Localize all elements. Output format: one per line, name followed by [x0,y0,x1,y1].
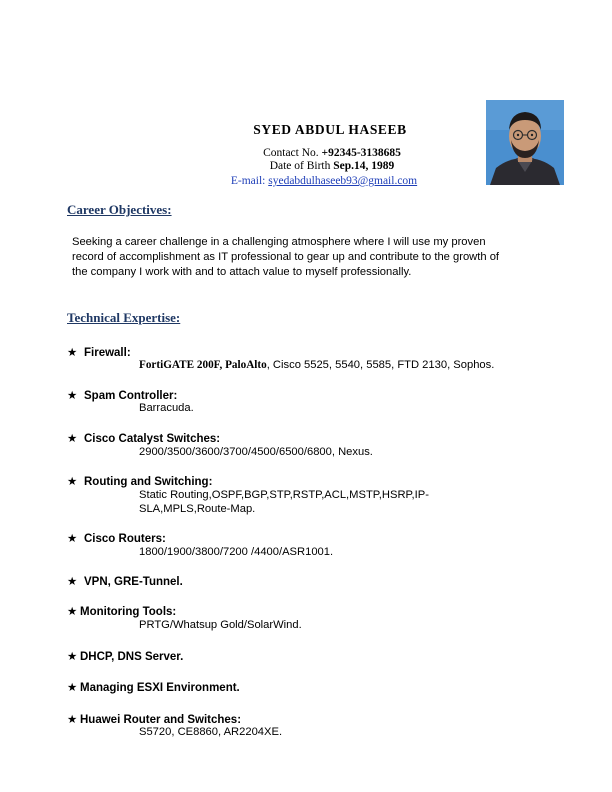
star-icon: ★ [67,347,78,359]
expertise-heading: Routing and Switching: [84,476,213,488]
detail-line: Static Routing,OSPF,BGP,STP,RSTP,ACL,MSTP,HSRP,IP- [139,489,429,501]
profile-photo [486,100,564,185]
career-objectives-text [72,235,542,280]
expertise-detail-firewall [139,359,559,373]
email-label: E-mail: [230,175,269,187]
expertise-detail-huawei: S5720, CE8860, AR2204XE. [139,726,283,738]
detail-line: SLA,MPLS,Route-Map. [139,502,256,515]
candidate-name: SYED ABDUL HASEEB [253,122,407,137]
expertise-item-cisco-routers [67,531,166,545]
expertise-heading: DHCP, DNS Server. [80,651,184,663]
expertise-heading: Monitoring Tools: [80,606,177,618]
dob-value: Sep.14, 1989 [333,160,395,172]
expertise-detail-cisco-routers: 1800/1900/3800/7200 /4400/ASR1001. [139,546,334,558]
objective-line: the company I work with and to attach value to myself professionally. [72,266,412,278]
expertise-detail-monitoring-tools: PRTG/Whatsup Gold/SolarWind. [139,619,302,631]
technical-expertise-title: Technical Expertise: [67,310,181,325]
expertise-heading: Firewall: [84,347,131,359]
expertise-item-esxi [67,680,240,694]
contact-label: Contact No. [263,147,322,159]
star-icon: ★ [67,682,78,694]
expertise-detail-routing-switching [139,489,479,516]
person-photo-icon [486,100,564,185]
star-icon: ★ [67,606,78,618]
expertise-item-firewall [67,345,131,359]
expertise-item-huawei [67,712,241,726]
dob-label: Date of Birth [269,160,334,172]
objective-line: record of accomplishment as IT professional to gear up and contribute to the growth of [72,251,500,263]
star-icon: ★ [67,714,78,726]
expertise-heading: Spam Controller: [84,390,178,402]
career-objectives-title: Career Objectives: [67,202,172,217]
star-icon: ★ [67,390,78,402]
detail-bold: FortiGATE 200F, PaloAlto [139,359,267,371]
expertise-item-monitoring-tools [67,604,176,618]
star-icon: ★ [67,476,78,488]
expertise-item-spam-controller [67,388,177,402]
star-icon: ★ [67,576,78,588]
expertise-item-routing-switching [67,474,212,488]
expertise-heading: Huawei Router and Switches: [80,714,242,726]
expertise-item-dhcp-dns [67,649,183,663]
star-icon: ★ [67,433,78,445]
expertise-heading: Cisco Catalyst Switches: [84,433,221,445]
star-icon: ★ [67,533,78,545]
contact-value: +92345-3138685 [321,147,401,159]
email-link[interactable]: syedabdulhaseeb93@gmail.com [268,175,418,187]
expertise-detail-catalyst-switches: 2900/3500/3600/3700/4500/6500/6800, Nexus. [139,446,373,458]
star-icon: ★ [67,651,78,663]
objective-line: Seeking a career challenge in a challenging atmosphere where I will use my proven [72,236,486,248]
detail-text: , Cisco 5525, 5540, 5585, FTD 2130, Sophos. [266,359,495,371]
expertise-heading: Cisco Routers: [84,533,166,545]
expertise-item-vpn [67,574,183,588]
expertise-heading: VPN, GRE-Tunnel. [84,576,183,588]
expertise-detail-spam-controller: Barracuda. [139,402,194,414]
expertise-item-catalyst-switches [67,431,220,445]
expertise-heading: Managing ESXI Environment. [80,682,240,694]
